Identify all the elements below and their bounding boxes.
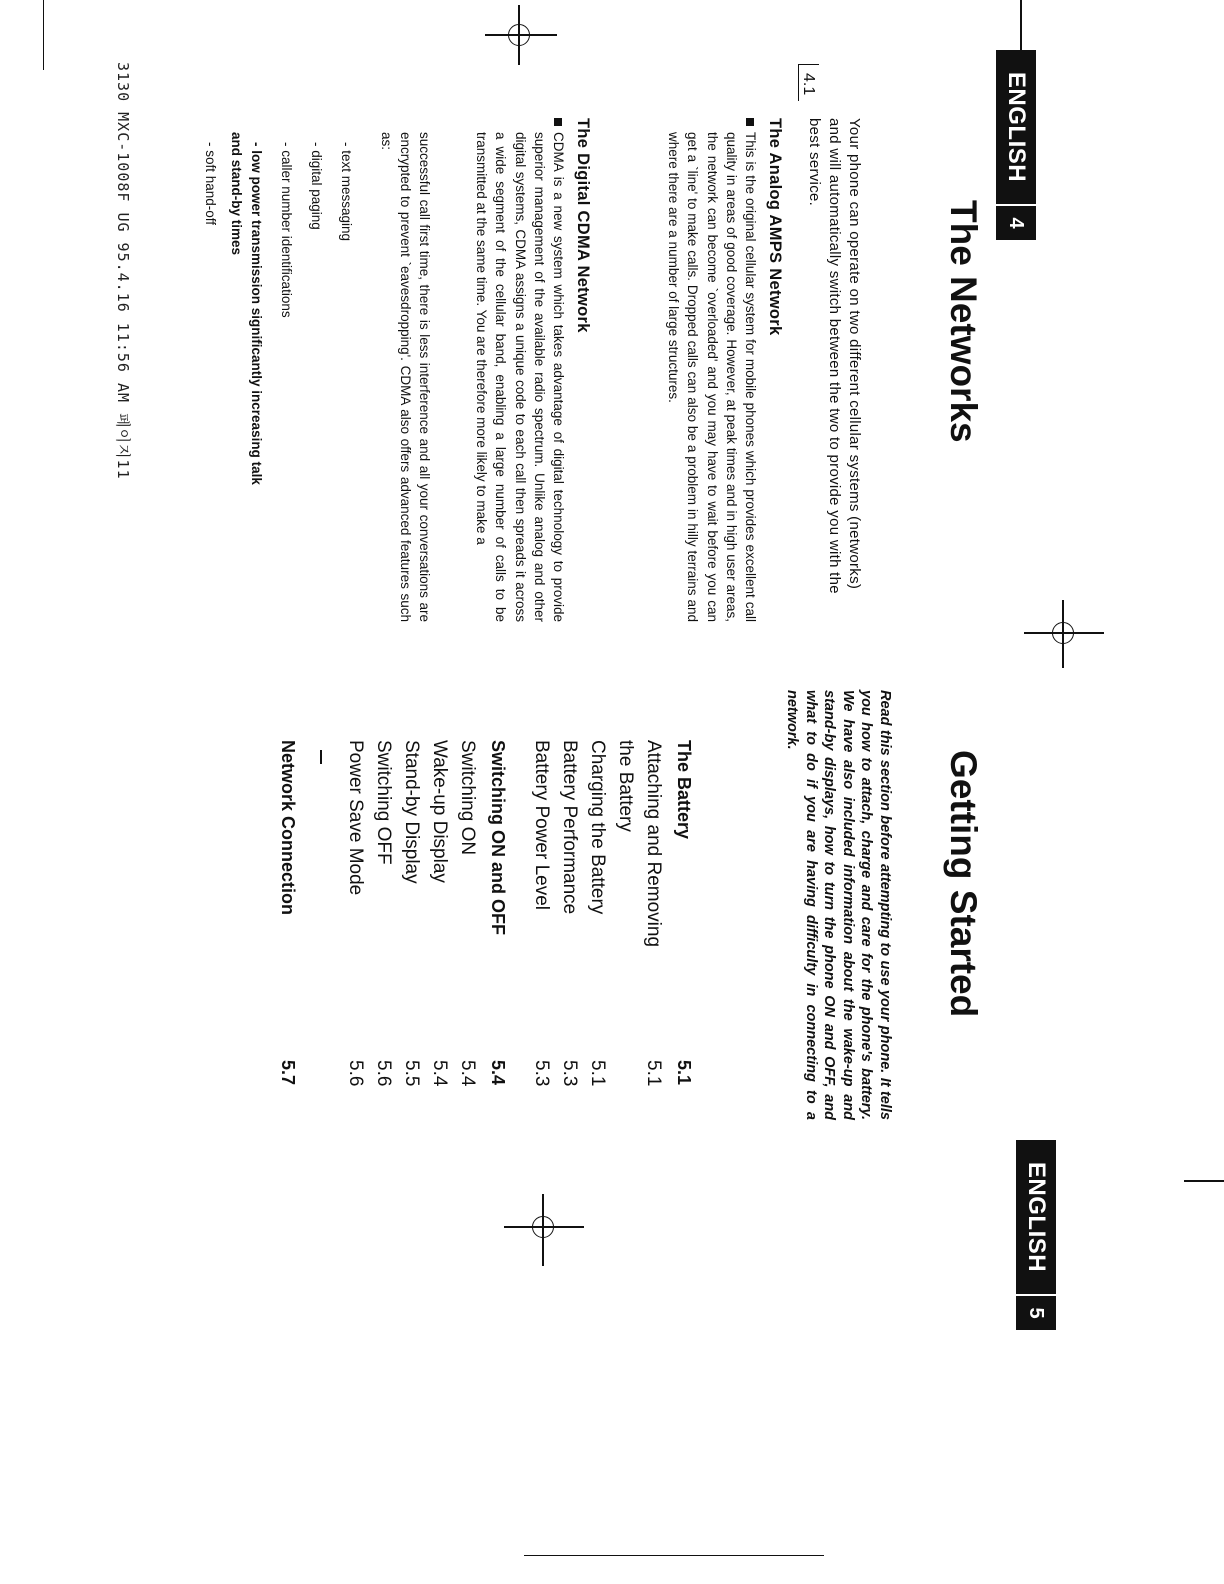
networks-body (104, 118, 864, 638)
toc-label: Power Save Mode (345, 740, 366, 896)
toc-label: Network Connection (278, 740, 298, 916)
toc-row (487, 740, 508, 1100)
toc-row (614, 740, 636, 1100)
feature-item: - low power transmission significantly increasing talk (249, 142, 264, 485)
toc-list (214, 740, 694, 1100)
lead-paragraph: Read this section before attempting to use your phone. It tells you how to attach, charge and care for the phone's battery. We have also included information about the wake-up and stand-by displays, how to turn the phone ON and OFF, and what to do if you are having difficulty in connecting to a network. (784, 690, 893, 1120)
cdma-body-1: CDMA is a new system which takes advantage of digital technology to provide superior management of the available radio spectrum. Unlike analog and other digital systems, CDMA assigns a unique code to each call then spreads it across a wide segment of the cellular band, enabling a large number of calls to be transmitted at the same time. You are therefore more likely to make a (474, 132, 566, 622)
page-title: Getting Started (943, 750, 984, 1018)
toc-page: 5.1 (674, 1060, 694, 1086)
feature-item: and stand-by times (229, 132, 244, 256)
bullet-icon (554, 118, 562, 126)
intro-text: Your phone can operate on two different cellular systems (networks) and will automatically switch between the two to provide you with the best service. (806, 118, 863, 594)
section-tab-number: 5 (1016, 1294, 1056, 1330)
feature-item: - caller number identifications (279, 142, 294, 318)
toc-page: 5.1 (643, 1060, 664, 1087)
toc-row (586, 740, 608, 1100)
toc-page: 5.4 (488, 1060, 508, 1086)
toc-label: the Battery (615, 740, 636, 832)
page-index: 4.1 (798, 64, 819, 101)
toc-page: 5.6 (373, 1060, 394, 1087)
toc-row (530, 740, 552, 1100)
toc-label: Switching OFF (373, 740, 394, 865)
crop-line-right-top (43, 0, 44, 70)
page-title: The Networks (943, 200, 984, 443)
toc-row (673, 740, 694, 1100)
toc-row (456, 740, 478, 1100)
divider (321, 750, 323, 764)
feature-item: - text messaging (339, 142, 354, 242)
toc-label: Battery Performance (559, 740, 580, 915)
analog-body: This is the original cellular system for mobile phones which provides excellent call quality in areas of good coverage. However, at peak times and in high user areas, the network can become `overloaded' and you may have to wait before you can get a `line' to make calls. Dropped calls can also be a problem in hilly terrains and where there are a number of large structures. (666, 132, 758, 622)
toc-label: The Battery (674, 740, 694, 840)
toc-label: Wake-up Display (429, 740, 450, 883)
toc-row (400, 740, 422, 1100)
toc-row (344, 740, 366, 1100)
cdma-body-2: successful call first time, there is less interference and all your conversations are encrypted to prevent `eavesdropping'. CDMA also offers advanced features such as: (378, 132, 432, 622)
crop-line-tab-vertical (1184, 1180, 1224, 1182)
toc-page: 5.5 (401, 1060, 422, 1087)
toc-page: 5.1 (587, 1060, 608, 1087)
toc-page: 5.7 (278, 1060, 298, 1086)
toc-page: 5.3 (531, 1060, 552, 1087)
toc-label: Stand-by Display (401, 740, 422, 884)
toc-page: 5.4 (457, 1060, 478, 1087)
toc-row (558, 740, 580, 1100)
toc-label: Charging the Battery (587, 740, 608, 915)
feature-item: - digital paging (309, 142, 324, 230)
toc-row (428, 740, 450, 1100)
toc-page: 5.4 (429, 1060, 450, 1087)
section-tab-label: ENGLISH (1023, 1161, 1050, 1273)
feature-item: - soft hand-off (203, 142, 218, 226)
crop-line-bottom-rule (524, 1555, 824, 1556)
toc-row (372, 740, 394, 1100)
registration-mark-top (479, 0, 559, 80)
registration-mark-right (504, 1190, 584, 1270)
analog-heading: The Analog AMPS Network (766, 118, 784, 336)
section-tab-label: ENGLISH (1003, 71, 1030, 183)
toc-page: 5.3 (559, 1060, 580, 1087)
print-job-header: 3130 MXC-1008F UG 95.4.16 11:56 AM 페이지11 (114, 62, 132, 480)
toc-label: Attaching and Removing (643, 740, 664, 948)
toc-label: Switching ON and OFF (488, 740, 508, 935)
toc-row (277, 740, 298, 1100)
crop-line-top (1021, 0, 1023, 50)
toc-label: Battery Power Level (531, 740, 552, 911)
cdma-heading: The Digital CDMA Network (574, 118, 592, 333)
bullet-icon (746, 118, 754, 126)
toc-label: Switching ON (457, 740, 478, 856)
section-tab-5 (1016, 1140, 1056, 1330)
toc-row (642, 740, 664, 1100)
toc-page: 5.6 (345, 1060, 366, 1087)
section-tab-number: 4 (996, 204, 1036, 240)
